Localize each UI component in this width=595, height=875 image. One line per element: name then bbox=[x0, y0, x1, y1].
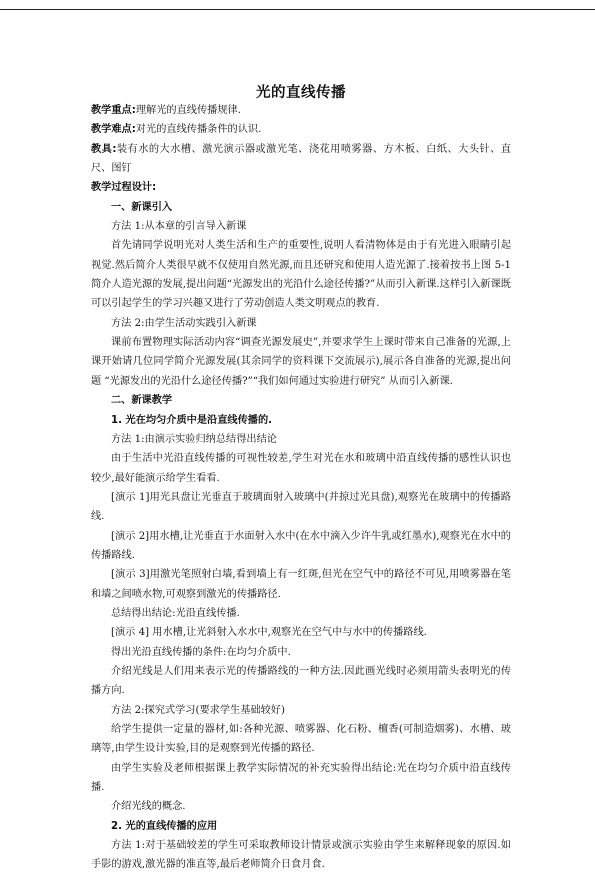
sec1-method1-text: 首先请同学说明光对人类生活和生产的重要性,说明人看清物体是由于有光进入眼睛引起视觉.然后简介人类很早就不仅使用自然光源,而且还研究和使用人造光源了.接着按书上图 5-1 简介人造光源的发展,提出问题“光源发出的光沿什么途径传播?”从而引入新课.这样引入新课既可以引起学生的学习兴趣又进行了劳动创造人类文明观点的教育. bbox=[91, 240, 511, 310]
key-point-text: 理解光的直线传播规律. bbox=[135, 105, 241, 116]
document-title: 光的直线传播 bbox=[256, 85, 346, 101]
sec1-method2-text: 课前布置物理实际活动内容“调查光源发展史”,并要求学生上课时带来自己准备的光源,上课开始请几位同学简介光源发展(其余同学的资料课下交流展示),展示各自准备的光源,提出问题 “光源发出的光沿什么途径传播?”“我们如何通过实验进行研究” 从而引入新课. bbox=[91, 337, 511, 387]
sec2-method2-conclusion: 由学生实验及老师根据课上教学实际情况的补充实验得出结论:光在均匀介质中沿直线传播. bbox=[91, 762, 511, 794]
demo-3: [演示 3]用激光笔照射白墙,看到墙上有一红斑,但光在空气中的路径不可见,用喷雾器在笔和墙之间喷水物,可观察到激光的传播路径. bbox=[91, 569, 511, 600]
section-1-heading: 一、新课引入 bbox=[111, 201, 173, 213]
difficulty-label: 教学难点: bbox=[91, 124, 136, 136]
summary-conclusion: 总结得出结论:光沿直线传播. bbox=[111, 607, 240, 619]
sec2-method2-title: 方法 2:探究式学习(要求学生基础较好) bbox=[111, 704, 285, 716]
equipment-text: 装有水的大水槽、激光演示器或激光笔、浇花用喷雾器、方木板、白纸、大头针、直尺、图钉 bbox=[91, 143, 511, 175]
subsection-2-heading: 2. 光的直线传播的应用 bbox=[111, 820, 218, 832]
demo-1: [演示 1]用光具盘让光垂直于玻璃面射入玻璃中(并掠过光具盘),观察光在玻璃中的传播路线. bbox=[91, 491, 511, 523]
difficulty-text: 对光的直线传播条件的认识. bbox=[135, 124, 262, 136]
sec2-method1-text: 由于生活中光沿直线传播的可视性较差,学生对光在水和玻璃中沿直线传播的感性认识也较少,最好能演示给学生看看. bbox=[91, 453, 511, 484]
sec1-method1-title: 方法 1:从本章的引言导入新课 bbox=[111, 221, 247, 233]
difficulty-line bbox=[91, 120, 511, 139]
sec1-method2-title: 方法 2:由学生活动实践引入新课 bbox=[111, 317, 257, 329]
subsection-1-heading: 1. 光在均匀介质中是沿直线传播的. bbox=[111, 414, 272, 426]
demo-4: [演示 4] 用水槽,让光斜射入水水中,观察光在空气中与水中的传播路线. bbox=[111, 627, 427, 639]
page-top-rule bbox=[0, 9, 595, 10]
equipment-line bbox=[91, 140, 511, 179]
propagation-condition: 得出光沿直线传播的条件:在均匀介质中. bbox=[111, 646, 291, 658]
key-point-line bbox=[91, 101, 511, 120]
sec2-method2-text: 给学生提供一定量的器材,如:各种光源、喷雾器、化石粉、檀香(可制造烟雾)、水槽、玻璃等,由学生设计实验,目的是观察到光传播的路径. bbox=[91, 724, 511, 755]
demo-2: [演示 2]用水槽,让光垂直于水面射入水中(在水中滴入少许牛乳或红墨水),观察光在水中的传播路线. bbox=[91, 530, 511, 561]
document-body bbox=[91, 101, 511, 875]
section-2-heading: 二、新课教学 bbox=[111, 395, 173, 407]
ray-intro: 介绍光线是人们用来表示光的传播路线的一种方法.因此画光线时必须用箭头表明光的传播方向. bbox=[91, 665, 511, 697]
ray-concept: 介绍光线的概念. bbox=[111, 801, 186, 813]
equipment-label: 教具: bbox=[91, 143, 117, 155]
process-heading: 教学过程设计: bbox=[91, 182, 157, 194]
sec2-method1-title: 方法 1:由演示实验归纳总结得出结论 bbox=[111, 433, 277, 445]
key-point-label: 教学重点: bbox=[91, 105, 136, 116]
application-method1: 方法 1:对于基础较差的学生可采取教师设计情景或演示实验由学生来解释现象的原因.如手影的游戏,激光器的准直等,最后老师简介日食月食. bbox=[91, 840, 511, 871]
